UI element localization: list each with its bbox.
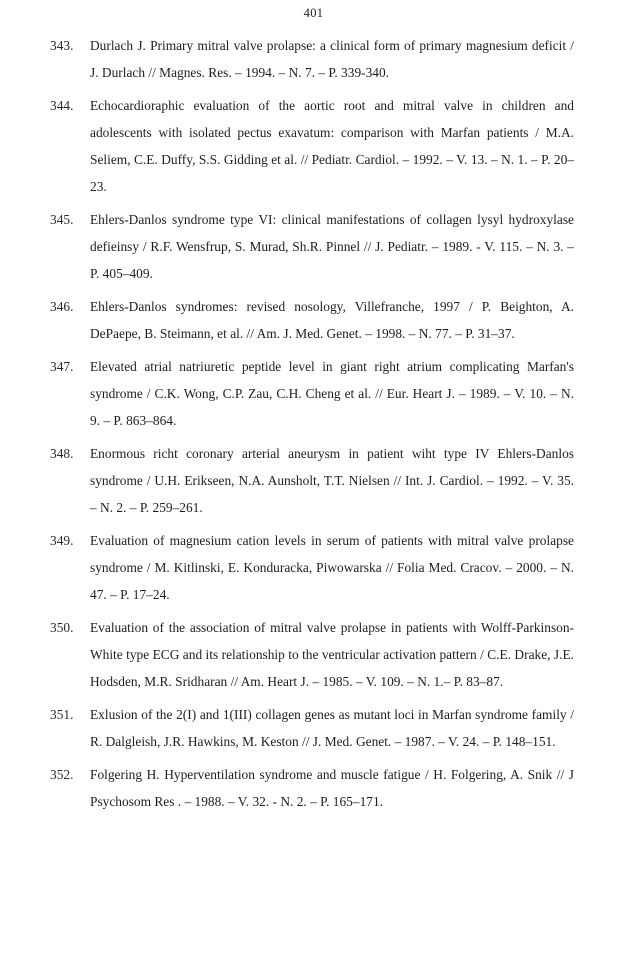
reference-text: Evaluation of magnesium cation levels in serum of patients with mitral valve prolapse syndrome / M. Kitlinski, E. Konduracka, Piwowarska // Folia Med. Cracov. – 2000. – N. 47. – P. 17–24. <box>90 533 574 602</box>
reference-item <box>50 761 574 815</box>
reference-item <box>50 206 574 287</box>
reference-item <box>50 32 574 86</box>
reference-text: Ehlers-Danlos syndromes: revised nosology, Villefranche, 1997 / P. Beighton, A. DePaepe, B. Steimann, et al. // Am. J. Med. Genet. – 1998. – N. 77. – P. 31–37. <box>90 299 574 341</box>
reference-number: 344. <box>50 98 74 113</box>
reference-text: Folgering H. Hyperventilation syndrome and muscle fatigue / H. Folgering, A. Snik // J Psychosom Res . – 1988. – V. 32. - N. 2. – P. 165–171. <box>90 767 574 809</box>
reference-text: Durlach J. Primary mitral valve prolapse: a clinical form of primary magnesium deficit / J. Durlach // Magnes. Res. – 1994. – N. 7. – P. 339-340. <box>90 38 574 80</box>
reference-number: 352. <box>50 767 74 782</box>
reference-number: 350. <box>50 620 74 635</box>
reference-item <box>50 353 574 434</box>
reference-number: 351. <box>50 707 74 722</box>
reference-number: 349. <box>50 533 74 548</box>
reference-number: 343. <box>50 38 74 53</box>
reference-number: 346. <box>50 299 74 314</box>
reference-text: Ehlers-Danlos syndrome type VI: clinical manifestations of collagen lysyl hydroxylase defieinsy / R.F. Wensfrup, S. Murad, Sh.R. Pinnel // J. Pediatr. – 1989. - V. 115. – N. 3. – P. 405–409. <box>90 212 574 281</box>
reference-number: 345. <box>50 212 74 227</box>
reference-item <box>50 440 574 521</box>
reference-item <box>50 701 574 755</box>
reference-item <box>50 92 574 200</box>
reference-text: Exlusion of the 2(I) and 1(III) collagen genes as mutant loci in Marfan syndrome family / R. Dalgleish, J.R. Hawkins, M. Keston // J. Med. Genet. – 1987. – V. 24. – P. 148–151. <box>90 707 574 749</box>
reference-list <box>50 32 574 821</box>
reference-item <box>50 614 574 695</box>
reference-text: Echocardioraphic evaluation of the aortic root and mitral valve in children and adolescents with isolated pectus exavatum: comparison with Marfan patients / M.A. Seliem, C.E. Duffy, S.S. Gidding et al. // Pediatr. Cardiol. – 1992. – V. 13. – N. 1. – P. 20–23. <box>90 98 574 194</box>
reference-item <box>50 293 574 347</box>
reference-item <box>50 527 574 608</box>
page-number: 401 <box>303 6 324 20</box>
reference-text: Evaluation of the association of mitral valve prolapse in patients with Wolff-Parkinson-White type ECG and its relationship to the ventricular activation pattern / C.E. Drake, J.E. Hodsden, M.R. Sridharan // Am. Heart J. – 1985. – V. 109. – N. 1.– P. 83–87. <box>90 620 574 689</box>
reference-text: Elevated atrial natriuretic peptide level in giant right atrium complicating Marfan's syndrome / C.K. Wong, C.P. Zau, C.H. Cheng et al. // Eur. Heart J. – 1989. – V. 10. – N. 9. – P. 863–864. <box>90 359 574 428</box>
reference-number: 348. <box>50 446 74 461</box>
reference-number: 347. <box>50 359 74 374</box>
reference-text: Enormous richt coronary arterial aneurysm in patient wiht type IV Ehlers-Danlos syndrome / U.H. Erikseen, N.A. Aunsholt, T.T. Nielsen // Int. J. Cardiol. – 1992. – V. 35. – N. 2. – P. 259–261. <box>90 446 574 515</box>
